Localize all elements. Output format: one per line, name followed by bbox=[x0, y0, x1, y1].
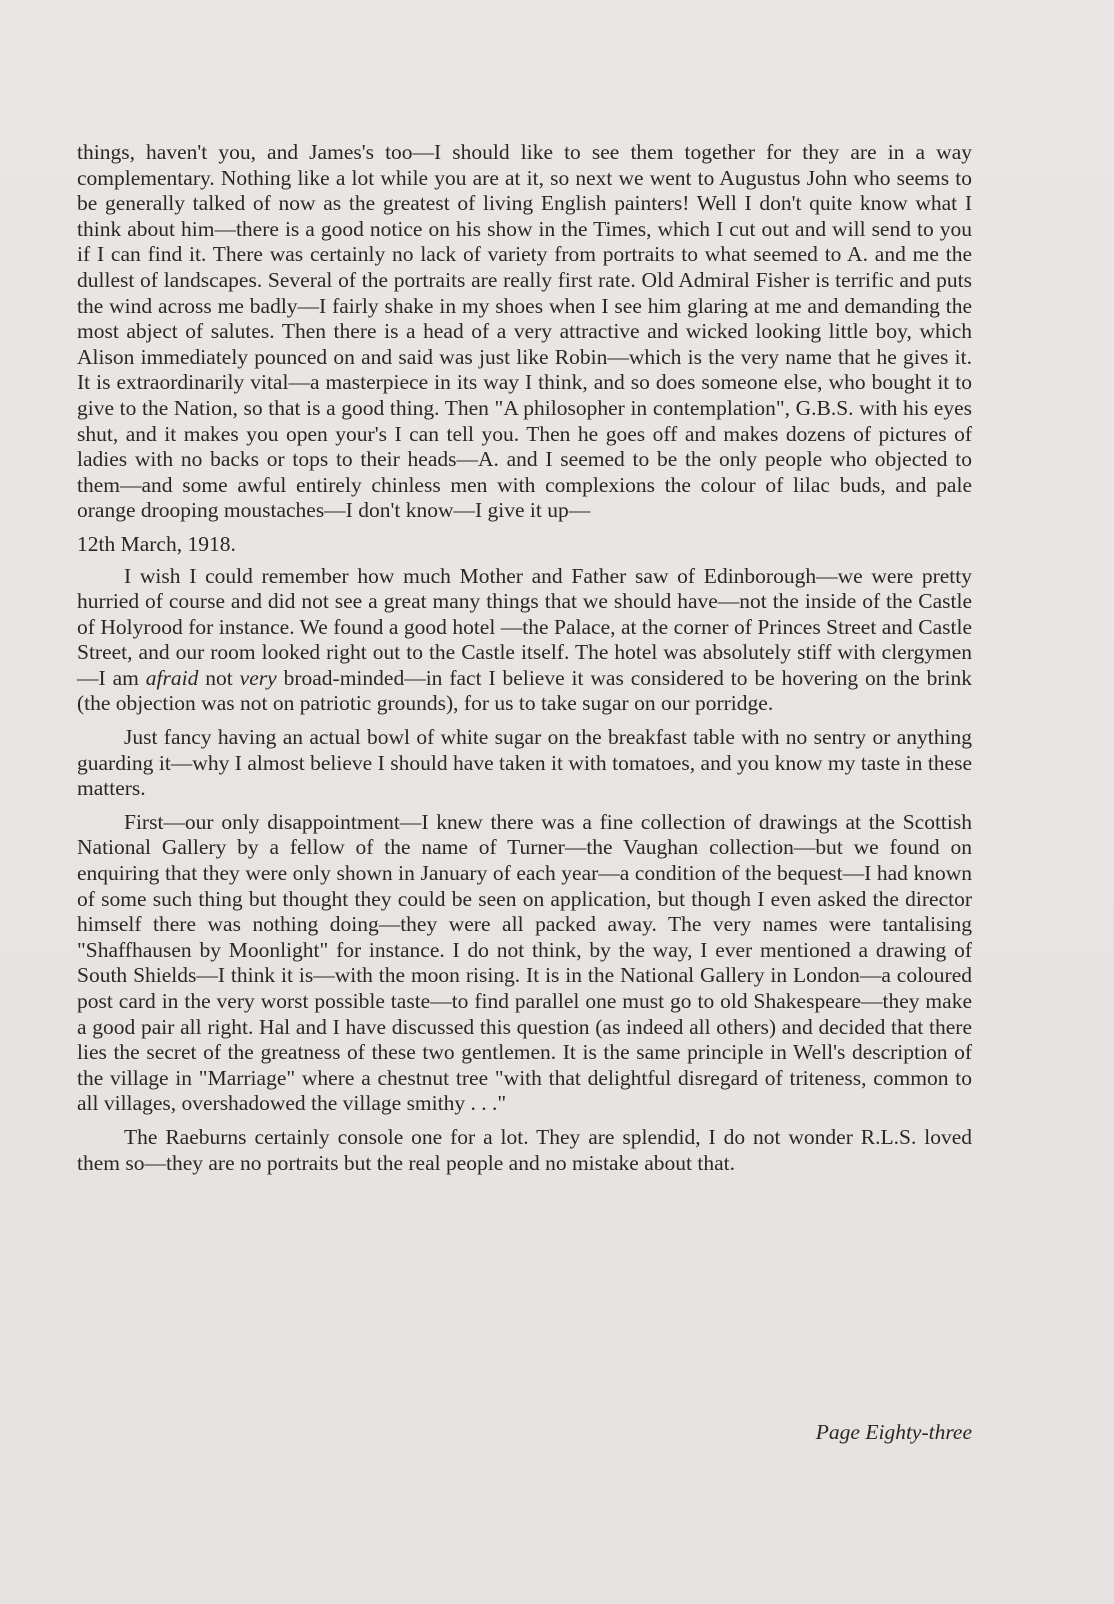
body-text bbox=[77, 140, 972, 1184]
letter-date: 12th March, 1918. bbox=[77, 531, 236, 556]
paragraph-continued: things, haven't you, and James's too—I should like to see them together for they are in a way complementary. Nothing like a lot while you are at it, so next we went to Augustus John who seems to be generally talked of now as the greatest of living English painters! Well I don't quite know what I think about him—there is a good notice on his show in the Times, which I cut out and will send to you if I can find it. There was certainly no lack of variety from portraits to what seemed to A. and me the dullest of landscapes. Several of the portraits are really first rate. Old Admiral Fisher is terrific and puts the wind across me badly—I fairly shake in my shoes when I see him glaring at me and demanding the most abject of salutes. Then there is a head of a very attractive and wicked looking little boy, which Alison immediately pounced on and said was just like Robin—which is the very name that he gives it. It is extraordinarily vital—a masterpiece in its way I think, and so does someone else, who bought it to give to the Nation, so that is a good thing. Then "A philosopher in contemplation", G.B.S. with his eyes shut, and it makes you open your's I can tell you. Then he goes off and makes dozens of pictures of ladies with no backs or tops to their heads—A. and I seemed to be the only people who objected to them—and some awful entirely chinless men with complexions the colour of lilac buds, and pale orange drooping moustaches—I don't know—I give it up— bbox=[77, 140, 972, 523]
paragraph-edinborough bbox=[77, 564, 972, 718]
paragraph-edinborough-part3: broad-minded—in fact I believe it was considered to be hovering on the brink (the objection was not on patriotic grounds), for us to take sugar on our porridge. bbox=[77, 665, 972, 716]
paragraph-sugar: Just fancy having an actual bowl of white sugar on the breakfast table with no sentry or anything guarding it—why I almost believe I should have taken it with tomatoes, and you know my taste in these matters. bbox=[77, 725, 972, 801]
italic-afraid: afraid bbox=[145, 665, 199, 690]
paragraph-edinborough-part2: not bbox=[198, 665, 240, 690]
italic-very: very bbox=[239, 665, 277, 690]
paragraph-raeburns: The Raeburns certainly console one for a lot. They are splendid, I do not wonder R.L.S. loved them so—they are no portraits but the real people and no mistake about that. bbox=[77, 1124, 972, 1175]
paragraph-edinborough-part1: I wish I could remember how much Mother and Father saw of Edinborough—we were pretty hurried of course and did not see a great many things that we should have—not the inside of the Castle of Holyrood for instance. We found a good hotel —the Palace, at the corner of Princes Street and Castle Street, and our room looked right out to the Castle itself. The hotel was absolutely stiff with clergymen—I am bbox=[77, 563, 972, 690]
page-number: Page Eighty-three bbox=[815, 1420, 972, 1444]
paragraph-turner: First—our only disappointment—I knew there was a fine collection of drawings at the Scottish National Gallery by a fellow of the name of Turner—the Vaughan collection—but we found on enquiring that they were only shown in January of each year—a condition of the bequest—I had known of some such thing but thought they could be seen on application, but though I even asked the director himself there was nothing doing—they were all packed away. The very names were tantalising "Shaffhausen by Moonlight" for instance. I do not think, by the way, I ever mentioned a drawing of South Shields—I think it is—with the moon rising. It is in the National Gallery in London—a coloured post card in the very worst possible taste—to find parallel one must go to old Shakespeare—they make a good pair all right. Hal and I have discussed this question (as indeed all others) and decided that there lies the secret of the greatness of these two gentlemen. It is the same principle in Well's description of the village in "Marriage" where a chestnut tree "with that delightful disregard of triteness, common to all villages, overshadowed the village smithy . . ." bbox=[77, 809, 972, 1116]
